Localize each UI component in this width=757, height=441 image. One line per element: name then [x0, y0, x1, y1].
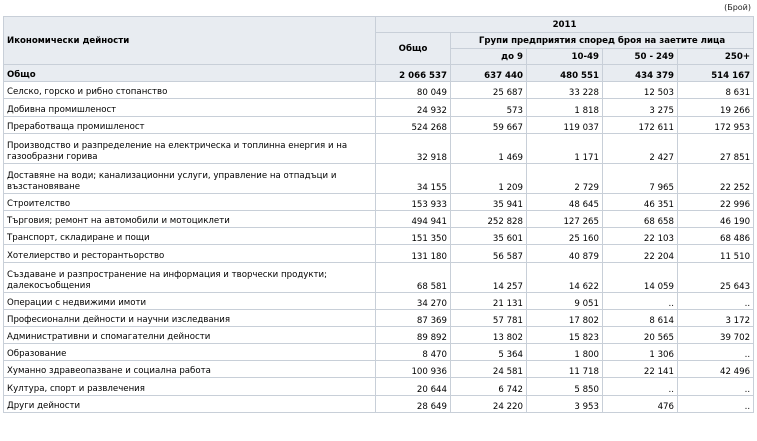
row-value: ..	[603, 378, 678, 395]
table-row	[4, 65, 754, 82]
row-label: Хуманно здравеопазване и социална работа	[4, 361, 376, 378]
row-value: 3 275	[603, 99, 678, 116]
row-value: 42 496	[678, 361, 754, 378]
row-value: 39 702	[678, 326, 754, 343]
row-value: 35 601	[451, 228, 527, 245]
row-value: 68 486	[678, 228, 754, 245]
row-value: 12 503	[603, 82, 678, 99]
row-value: 34 155	[376, 163, 451, 193]
row-label: Образование	[4, 344, 376, 361]
row-label: Общо	[4, 65, 376, 82]
row-value: 1 818	[527, 99, 603, 116]
row-value: 56 587	[451, 245, 527, 262]
row-value: 17 802	[527, 309, 603, 326]
row-value: 25 643	[678, 262, 754, 292]
row-value: 40 879	[527, 245, 603, 262]
row-value: 32 918	[376, 133, 451, 163]
row-value: ..	[678, 344, 754, 361]
row-value: 35 941	[451, 193, 527, 210]
row-value: 22 141	[603, 361, 678, 378]
row-value: 27 851	[678, 133, 754, 163]
row-label: Преработваща промишленост	[4, 116, 376, 133]
table-body	[4, 65, 754, 413]
row-value: 22 103	[603, 228, 678, 245]
row-value: 172 953	[678, 116, 754, 133]
row-value: 119 037	[527, 116, 603, 133]
row-label: Административни и спомагателни дейности	[4, 326, 376, 343]
table-row	[4, 361, 754, 378]
row-value: 34 270	[376, 292, 451, 309]
header-group-3: 250+	[678, 49, 754, 65]
table-row	[4, 163, 754, 193]
table-row	[4, 228, 754, 245]
row-value: 20 644	[376, 378, 451, 395]
row-value: 100 936	[376, 361, 451, 378]
row-value: 24 220	[451, 395, 527, 412]
row-value: 87 369	[376, 309, 451, 326]
row-value: ..	[603, 292, 678, 309]
row-value: 15 823	[527, 326, 603, 343]
row-value: 46 190	[678, 210, 754, 227]
row-value: 20 565	[603, 326, 678, 343]
row-value: 1 469	[451, 133, 527, 163]
row-value: 21 131	[451, 292, 527, 309]
row-label: Професионални дейности и научни изследвания	[4, 309, 376, 326]
row-value: 2 729	[527, 163, 603, 193]
row-value: 22 996	[678, 193, 754, 210]
row-label: Доставяне на води; канализационни услуги, управление на отпадъци и възстановяване	[4, 163, 376, 193]
row-label: Транспорт, складиране и пощи	[4, 228, 376, 245]
row-value: ..	[678, 292, 754, 309]
row-value: 11 510	[678, 245, 754, 262]
row-value: 151 350	[376, 228, 451, 245]
row-value: 80 049	[376, 82, 451, 99]
row-value: 13 802	[451, 326, 527, 343]
table-row	[4, 395, 754, 412]
row-label: Добивна промишленост	[4, 99, 376, 116]
row-value: 19 266	[678, 99, 754, 116]
table-row	[4, 116, 754, 133]
row-value: 131 180	[376, 245, 451, 262]
row-value: 11 718	[527, 361, 603, 378]
row-value: 3 953	[527, 395, 603, 412]
row-value: 153 933	[376, 193, 451, 210]
row-label: Строителство	[4, 193, 376, 210]
row-value: 1 171	[527, 133, 603, 163]
row-value: 2 066 537	[376, 65, 451, 82]
row-value: 5 364	[451, 344, 527, 361]
row-value: 57 781	[451, 309, 527, 326]
row-value: 8 614	[603, 309, 678, 326]
row-value: 252 828	[451, 210, 527, 227]
row-label: Други дейности	[4, 395, 376, 412]
header-group-2: 50 - 249	[603, 49, 678, 65]
table-row	[4, 133, 754, 163]
table-row	[4, 378, 754, 395]
row-value: 14 059	[603, 262, 678, 292]
row-label: Хотелиерство и ресторантьорство	[4, 245, 376, 262]
header-year: 2011	[376, 17, 754, 33]
row-value: 22 204	[603, 245, 678, 262]
row-value: 28 649	[376, 395, 451, 412]
header-groups: Групи предприятия според броя на заетите лица	[451, 33, 754, 49]
row-label: Производство и разпределение на електрическа и топлинна енергия и на газообразни горива	[4, 133, 376, 163]
table-row	[4, 245, 754, 262]
header-activity: Икономически дейности	[4, 17, 376, 65]
row-value: 1 209	[451, 163, 527, 193]
row-value: 14 622	[527, 262, 603, 292]
row-value: 476	[603, 395, 678, 412]
row-value: 434 379	[603, 65, 678, 82]
row-value: 33 228	[527, 82, 603, 99]
data-table	[3, 16, 754, 413]
row-value: 68 658	[603, 210, 678, 227]
row-value: 573	[451, 99, 527, 116]
table-row	[4, 210, 754, 227]
row-value: 514 167	[678, 65, 754, 82]
row-value: 8 470	[376, 344, 451, 361]
header-group-0: до 9	[451, 49, 527, 65]
table-row	[4, 292, 754, 309]
row-value: ..	[678, 378, 754, 395]
row-value: 89 892	[376, 326, 451, 343]
row-value: ..	[678, 395, 754, 412]
row-value: 59 667	[451, 116, 527, 133]
row-label: Създаване и разпространение на информация и творчески продукти; далекосъобщения	[4, 262, 376, 292]
row-value: 48 645	[527, 193, 603, 210]
row-label: Култура, спорт и развлечения	[4, 378, 376, 395]
header-total: Общо	[376, 33, 451, 65]
row-value: 2 427	[603, 133, 678, 163]
row-value: 9 051	[527, 292, 603, 309]
row-value: 8 631	[678, 82, 754, 99]
row-value: 6 742	[451, 378, 527, 395]
row-value: 5 850	[527, 378, 603, 395]
row-value: 68 581	[376, 262, 451, 292]
table-row	[4, 344, 754, 361]
row-value: 14 257	[451, 262, 527, 292]
row-value: 46 351	[603, 193, 678, 210]
table-row	[4, 82, 754, 99]
row-value: 22 252	[678, 163, 754, 193]
row-value: 494 941	[376, 210, 451, 227]
table-row	[4, 193, 754, 210]
row-label: Селско, горско и рибно стопанство	[4, 82, 376, 99]
row-value: 3 172	[678, 309, 754, 326]
table-row	[4, 309, 754, 326]
row-value: 7 965	[603, 163, 678, 193]
table-row	[4, 326, 754, 343]
row-label: Операции с недвижими имоти	[4, 292, 376, 309]
header-group-1: 10-49	[527, 49, 603, 65]
row-value: 172 611	[603, 116, 678, 133]
row-value: 24 932	[376, 99, 451, 116]
row-value: 1 306	[603, 344, 678, 361]
row-value: 1 800	[527, 344, 603, 361]
row-value: 480 551	[527, 65, 603, 82]
row-label: Търговия; ремонт на автомобили и мотоциклети	[4, 210, 376, 227]
table-row	[4, 262, 754, 292]
row-value: 25 160	[527, 228, 603, 245]
row-value: 524 268	[376, 116, 451, 133]
unit-label: (Брой)	[724, 3, 751, 12]
table-row	[4, 99, 754, 116]
row-value: 637 440	[451, 65, 527, 82]
row-value: 25 687	[451, 82, 527, 99]
row-value: 24 581	[451, 361, 527, 378]
row-value: 127 265	[527, 210, 603, 227]
